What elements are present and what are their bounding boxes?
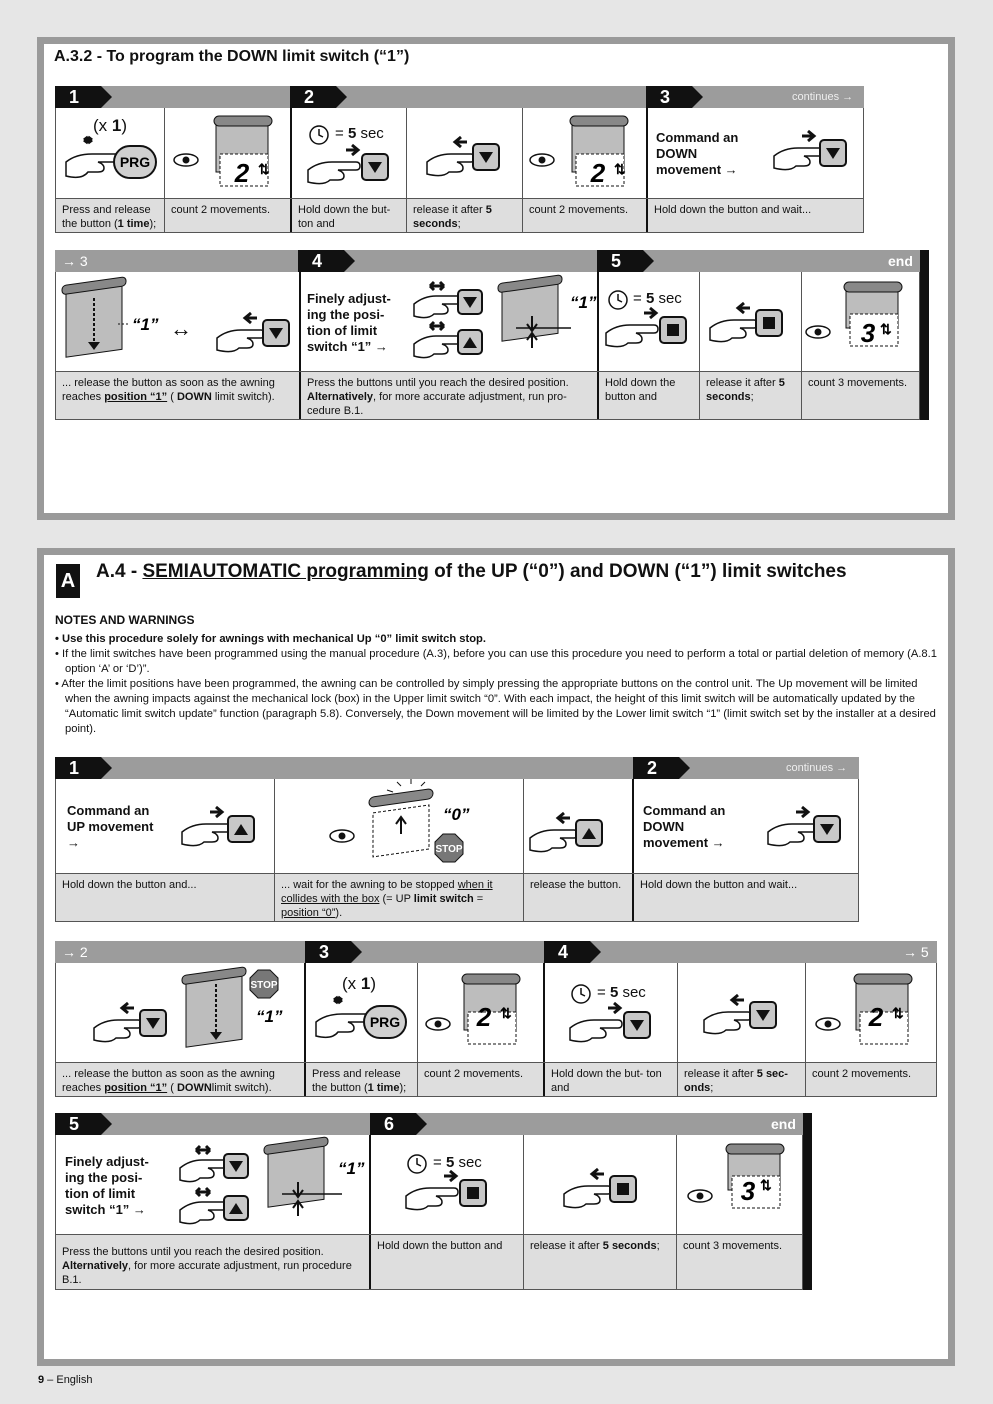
awning-stop-position-down-icon	[180, 968, 290, 1058]
hand-press-stop-button-icon	[604, 309, 689, 349]
svg-text:“1”: “1”	[338, 1159, 365, 1178]
hold-duration-label: = 5 sec	[335, 125, 384, 142]
continues-to-label: → 5	[903, 944, 929, 960]
step-number: 5	[597, 250, 643, 272]
awning-fine-adjust-icon	[496, 280, 597, 360]
svg-text:STOP: STOP	[435, 844, 463, 855]
hand-press-prg-icon	[62, 136, 162, 186]
svg-text:3: 3	[740, 1176, 756, 1206]
awning-count-icon	[458, 972, 528, 1052]
step-band	[55, 86, 864, 108]
caption: Hold down the button and wait...	[646, 199, 865, 232]
svg-text:⇅: ⇅	[880, 321, 892, 337]
caption: release it after 5 seconds;	[699, 372, 801, 419]
sidebar-marker	[920, 250, 929, 420]
hand-release-down-button-icon	[425, 134, 505, 178]
caption: ... release the button as soon as the awning reaches position “1” ( DOWNlimit switch).	[62, 1068, 275, 1094]
continued-from-label: → 3	[62, 253, 88, 269]
notes-list	[55, 632, 939, 737]
svg-text:“1”: “1”	[570, 293, 597, 312]
step-number: 1	[55, 757, 101, 779]
svg-text:2: 2	[234, 158, 250, 188]
svg-text:PRG: PRG	[369, 1014, 401, 1030]
caption: Hold down the button and	[369, 1235, 523, 1289]
command-down-label: Command an DOWN movement →	[643, 803, 726, 850]
svg-text:“1”: “1”	[132, 315, 159, 334]
note-item: • Use this procedure solely for awnings with mechanical Up “0” limit switch stop.	[55, 633, 486, 645]
note-item: • If the limit switches have been programmed using the manual procedure (A.3), before you can use this procedure you need to perform a total or partial deletion of memory (A.8.1 option ‘A’ or ‘D’)”.	[55, 648, 937, 675]
caption: Hold down the button and wait...	[632, 874, 860, 921]
caption: count 3 movements.	[676, 1235, 804, 1289]
end-label: end	[771, 1116, 796, 1132]
svg-text:“0”: “0”	[443, 805, 470, 824]
svg-text:2: 2	[590, 158, 606, 188]
continues-label: continues →	[786, 762, 848, 774]
hand-press-prg-icon	[312, 996, 412, 1046]
caption-row	[55, 874, 859, 922]
step-band	[55, 1113, 811, 1135]
caption: count 2 movements.	[417, 1063, 543, 1096]
fine-adjust-label: Finely adjust- ing the posi- tion of limit switch “1” →	[65, 1154, 149, 1217]
clock-icon	[607, 289, 629, 311]
caption: release it after 5 sec- onds;	[677, 1063, 805, 1096]
hand-press-down-button-icon	[766, 808, 851, 848]
hand-press-up-button-icon	[412, 320, 487, 360]
section-title: A.4 - SEMIAUTOMATIC programming of the UP (“0”) and DOWN (“1”) limit switches	[96, 561, 847, 582]
step-number: 6	[370, 1113, 416, 1135]
page-footer: 9 – English	[38, 1374, 93, 1386]
hand-release-down-button-icon	[92, 1000, 172, 1044]
awning-count-icon	[566, 114, 636, 192]
notes-heading: NOTES AND WARNINGS	[55, 613, 195, 627]
hand-release-down-button-icon	[702, 992, 782, 1036]
hand-press-down-button-icon	[178, 1144, 253, 1184]
fine-adjust-label: Finely adjust- ing the posi- tion of limit switch “1” →	[307, 291, 391, 354]
hand-release-stop-button-icon	[562, 1166, 642, 1210]
hold-duration-label: = 5 sec	[433, 1154, 482, 1171]
caption: release the button.	[523, 874, 632, 921]
step-number: 5	[55, 1113, 101, 1135]
sidebar-marker	[803, 1113, 812, 1290]
svg-text:⇅: ⇅	[500, 1005, 512, 1021]
awning-count-icon	[722, 1142, 792, 1222]
hand-release-up-button-icon	[528, 810, 608, 854]
section-badge: A	[56, 564, 80, 598]
svg-text:⇅: ⇅	[614, 161, 626, 177]
hand-press-down-button-icon	[568, 1004, 653, 1044]
note-item: • After the limit positions have been programmed, the awning can be controlled by simply pressing the appropriate buttons on the control unit. The Up movement will be limited when the awning impacts against the mechanical lock (box) in the Upper limit switch “0”. With each impact, the height of this limit switch will be automatically updated by the “Automatic limit switch update” function (paragraph 5.8). Conversely, the Down movement will be limited by the Lower limit switch “1” (limit switch set by the installer at a desired point).	[55, 678, 936, 735]
clock-icon	[570, 983, 592, 1005]
awning-collide-box-icon	[365, 784, 475, 869]
hand-release-down-button-icon	[215, 310, 295, 354]
section-title: A.3.2 - To program the DOWN limit switch (“1”)	[54, 48, 410, 65]
caption-row	[55, 199, 864, 233]
clock-icon	[308, 124, 330, 146]
eye-icon	[424, 1016, 452, 1032]
continued-from-label: → 2	[62, 944, 88, 960]
caption-row	[55, 372, 920, 420]
caption: Hold down the button and	[597, 372, 699, 419]
step-number: 3	[305, 941, 351, 963]
caption: count 3 movements.	[801, 372, 921, 419]
caption-row	[55, 1235, 803, 1290]
svg-text:STOP: STOP	[250, 980, 278, 991]
double-arrow-icon: ↔	[170, 316, 192, 341]
svg-text:⇅: ⇅	[892, 1005, 904, 1021]
caption: Press and release the button (1 time);	[304, 1063, 417, 1096]
end-label: end	[888, 253, 913, 269]
caption: release it after 5 seconds;	[406, 199, 522, 232]
awning-position-down-icon	[60, 284, 160, 364]
caption: count 2 movements.	[805, 1063, 938, 1096]
caption: release it after 5 seconds;	[523, 1235, 676, 1289]
eye-icon	[804, 324, 832, 340]
awning-fine-adjust-icon	[262, 1142, 365, 1227]
eye-icon	[328, 828, 356, 844]
svg-text:PRG: PRG	[119, 154, 151, 170]
step-band	[55, 250, 920, 272]
hand-press-up-button-icon	[178, 1186, 253, 1226]
hold-duration-label: = 5 sec	[633, 290, 682, 307]
step-band	[55, 941, 937, 963]
caption: Hold down the but- ton and	[290, 199, 406, 232]
eye-icon	[686, 1188, 714, 1204]
step-number: 2	[633, 757, 679, 779]
svg-text:⇅: ⇅	[760, 1177, 772, 1193]
command-up-label: Command an UP movement →	[67, 803, 154, 850]
svg-text:“1”: “1”	[256, 1007, 283, 1026]
hand-press-down-button-icon	[412, 280, 487, 320]
hold-duration-label: = 5 sec	[597, 984, 646, 1001]
eye-icon	[528, 152, 556, 168]
hand-press-down-button-icon	[772, 132, 857, 172]
eye-icon	[814, 1016, 842, 1032]
press-times-label: (x 1)	[93, 116, 128, 135]
caption: Press the buttons until you reach the desired position. Alternatively, for more accurate adjustment, run pro- cedure B.1.	[299, 372, 597, 419]
hand-release-stop-button-icon	[708, 300, 788, 344]
eye-icon	[172, 152, 200, 168]
caption: Hold down the button and...	[62, 879, 197, 891]
caption: ... wait for the awning to be stopped when it collides with the box (= UP limit switch = position “0”).	[274, 874, 523, 921]
hand-press-up-button-icon	[180, 808, 265, 848]
step-band	[55, 757, 859, 779]
step-number: 4	[544, 941, 590, 963]
caption: count 2 movements.	[164, 199, 290, 232]
press-times-label: (x 1)	[342, 974, 377, 993]
hand-press-stop-button-icon	[404, 1172, 489, 1212]
caption: count 2 movements.	[522, 199, 646, 232]
caption: Hold down the but- ton and	[543, 1063, 677, 1096]
step-number: 4	[298, 250, 344, 272]
svg-text:2: 2	[476, 1002, 492, 1032]
svg-text:2: 2	[868, 1002, 884, 1032]
svg-text:3: 3	[860, 318, 876, 348]
step-number: 1	[55, 86, 101, 108]
step-number: 2	[290, 86, 336, 108]
hand-press-down-button-icon	[306, 146, 391, 186]
continues-label: continues →	[792, 91, 854, 103]
awning-count-icon	[840, 280, 910, 358]
step-number: 3	[646, 86, 692, 108]
awning-count-icon	[210, 114, 280, 192]
caption-row	[55, 1063, 937, 1097]
svg-text:⇅: ⇅	[258, 161, 270, 177]
awning-count-icon	[850, 972, 920, 1052]
caption: ... release the button as soon as the awning reaches position “1” ( DOWN limit switch).	[62, 377, 275, 403]
caption: Press and release the button (1 time);	[62, 204, 157, 230]
caption: Press the buttons until you reach the desired position. Alternatively, for more accurate adjustment, run procedure B.1.	[62, 1246, 352, 1286]
command-down-label: Command an DOWN movement →	[656, 130, 739, 177]
